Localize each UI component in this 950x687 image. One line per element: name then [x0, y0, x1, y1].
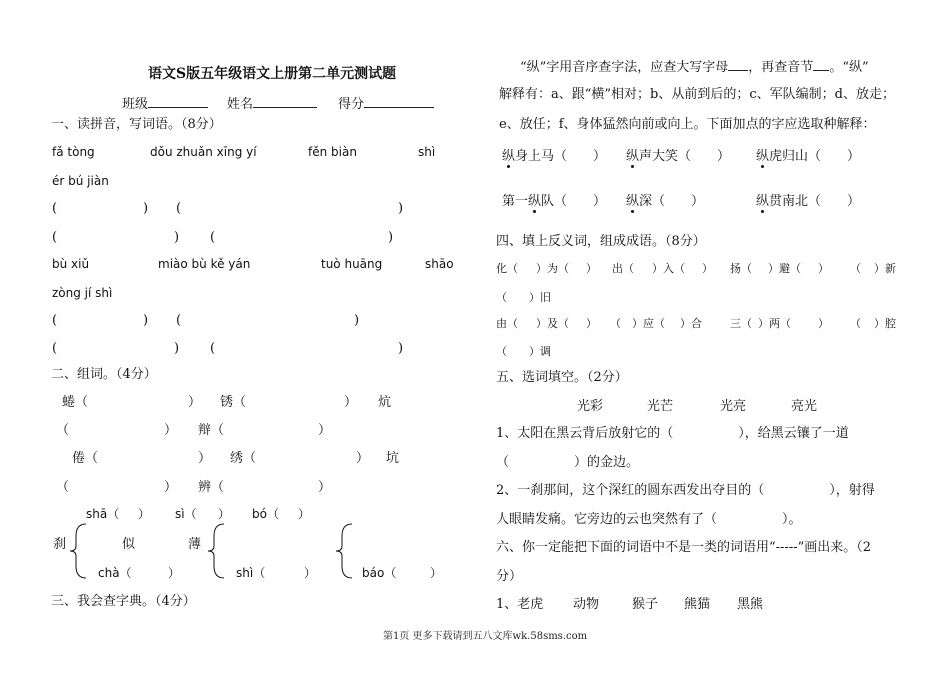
answer-blank[interactable]: )	[398, 341, 404, 356]
idiom-blank[interactable]: ）	[818, 262, 829, 275]
meaning-line: e、放任；f、身体猛然向前或向上。下面加点的字应选取种解释：	[499, 117, 876, 132]
pinyin: ér bú jiàn	[52, 174, 109, 188]
answer-blank[interactable]: (	[210, 341, 216, 356]
idiom-blank[interactable]: 出（	[612, 262, 634, 275]
word-blank[interactable]: ）	[198, 451, 212, 466]
idiom-blank[interactable]: （	[850, 262, 861, 275]
section1-heading: 一、读拼音，写词语。（8分）	[51, 117, 222, 132]
idiom-blank[interactable]: ）为（	[536, 262, 569, 275]
word-option: 光彩	[577, 399, 604, 414]
poly-char: 薄	[188, 537, 202, 552]
pinyin: bù xiǔ	[52, 257, 90, 271]
word-blank[interactable]: （	[56, 480, 70, 495]
poly-char: 刹	[53, 537, 67, 552]
pinyin-blank[interactable]: shā（	[86, 507, 120, 521]
pinyin-blank[interactable]: ）	[168, 566, 181, 580]
dictionary-question: “纵”字用音序查字法，应查大写字母 ，再查音节 。“纵”	[520, 60, 869, 75]
pinyin: shì	[418, 145, 436, 159]
answer-blank[interactable]: )	[174, 230, 180, 245]
word-option: 光亮	[720, 399, 747, 414]
idiom-blank[interactable]: ）避（	[768, 262, 801, 275]
pinyin: fǎ tòng	[52, 145, 95, 159]
pinyin-blank[interactable]: ）	[304, 566, 317, 580]
idiom-blank[interactable]: 化（	[496, 262, 518, 275]
meaning-item[interactable]: 纵贯南北（ ）	[756, 194, 861, 209]
idiom-blank[interactable]: ）及（	[536, 317, 569, 330]
answer-blank[interactable]: )	[388, 230, 394, 245]
meaning-item[interactable]: 第一纵队（ ）	[502, 194, 607, 209]
answer-blank[interactable]: (	[52, 341, 58, 356]
answer-blank[interactable]: (	[210, 230, 216, 245]
answer-blank[interactable]: )	[143, 201, 149, 216]
word-item[interactable]: 熊猫	[684, 597, 711, 612]
answer-blank[interactable]: (	[176, 313, 182, 328]
answer-blank[interactable]: )	[174, 341, 180, 356]
answer-blank[interactable]	[728, 58, 748, 71]
idiom-blank[interactable]: （	[850, 317, 861, 330]
word-blank[interactable]: ）	[356, 451, 370, 466]
pinyin-blank[interactable]: ）	[298, 507, 311, 521]
score-label: 得分	[338, 97, 365, 112]
word-blank[interactable]: ）	[164, 480, 178, 495]
word-blank[interactable]: 辩（	[198, 423, 225, 438]
pinyin: zòng jí shì	[52, 286, 113, 300]
brace-icon	[206, 522, 226, 580]
idiom-blank[interactable]: 由（	[496, 317, 518, 330]
idiom-blank[interactable]: （	[610, 317, 621, 330]
poly-char: 似	[122, 537, 136, 552]
word-blank[interactable]: ）	[188, 395, 202, 410]
page-title: 语文S版五年级语文上册第二单元测试题	[148, 66, 397, 82]
class-field[interactable]	[122, 95, 208, 111]
idiom-blank[interactable]: ）腔	[874, 317, 896, 330]
question-line[interactable]: 1、太阳在黑云背后放射它的（ ），给黑云镶了一道	[496, 426, 849, 441]
idiom-blank[interactable]: ）	[818, 317, 829, 330]
pinyin: tuò huāng	[321, 257, 383, 271]
pinyin-blank[interactable]: chà（	[98, 566, 132, 580]
idiom-blank[interactable]: ）	[586, 262, 597, 275]
section6-heading-cont: 分）	[496, 569, 523, 584]
word-blank[interactable]: 辨（	[198, 480, 225, 495]
pinyin-blank[interactable]: ）	[218, 507, 231, 521]
pinyin-blank[interactable]: sì（	[175, 507, 197, 521]
word-blank[interactable]: 绣（	[230, 451, 257, 466]
idiom-blank[interactable]: ）	[586, 317, 597, 330]
answer-blank[interactable]	[813, 58, 829, 71]
meaning-line: 解释有：a、跟“横”相对；b、从前到后的；c、军队编制；d、放走；	[499, 87, 895, 102]
word-blank[interactable]: 锈（	[220, 395, 247, 410]
word-blank[interactable]: （	[56, 423, 70, 438]
idiom-blank[interactable]: ）合	[680, 317, 702, 330]
answer-blank[interactable]: (	[176, 201, 182, 216]
answer-blank[interactable]: )	[143, 313, 149, 328]
pinyin: fěn biàn	[308, 145, 357, 159]
meaning-item[interactable]: 纵身上马（ ）	[502, 149, 607, 164]
word-char: 坑	[386, 451, 400, 466]
pinyin-blank[interactable]: ）	[430, 566, 443, 580]
word-option: 光芒	[647, 399, 674, 414]
pinyin-blank[interactable]: báo（	[362, 566, 397, 580]
page-footer: 第1页 更多下载请到五八文库wk.58sms.com	[383, 631, 588, 642]
pinyin-blank[interactable]: bó（	[252, 507, 279, 521]
word-blank[interactable]: 蜷（	[62, 395, 89, 410]
class-label: 班级	[122, 97, 149, 112]
section5-heading: 五、选词填空。（2分）	[496, 370, 628, 385]
question-line[interactable]: 2、一刹那间，这个深红的圆东西发出夺目的（ ），射得	[496, 483, 875, 498]
pinyin: shāo	[425, 257, 454, 271]
score-field[interactable]	[338, 95, 434, 111]
answer-blank[interactable]: )	[398, 201, 404, 216]
idiom-blank[interactable]: ）两（	[758, 317, 791, 330]
word-blank[interactable]: ）	[164, 423, 178, 438]
section3-heading: 三、我会查字典。（4分）	[51, 594, 196, 609]
idiom-blank[interactable]: 三（	[730, 317, 752, 330]
pinyin-blank[interactable]: shì（	[236, 566, 266, 580]
pinyin: miào bù kě yán	[158, 257, 251, 271]
section2-heading: 二、组词。（4分）	[51, 367, 157, 382]
idiom-blank[interactable]: ）应（	[632, 317, 665, 330]
answer-blank[interactable]: )	[354, 313, 360, 328]
word-item[interactable]: 猴子	[632, 597, 659, 612]
word-char: 炕	[378, 395, 392, 410]
idiom-blank[interactable]: （ ）旧	[496, 291, 551, 304]
answer-blank[interactable]: (	[52, 313, 58, 328]
word-blank[interactable]: 倦（	[72, 451, 99, 466]
idiom-blank[interactable]: （ ）调	[496, 345, 551, 358]
word-option: 亮光	[791, 399, 818, 414]
idiom-blank[interactable]: ）新	[874, 262, 896, 275]
brace-icon	[68, 522, 88, 580]
meaning-item[interactable]: 纵声大笑（ ）	[626, 149, 731, 164]
idiom-blank[interactable]: ）入（	[652, 262, 685, 275]
answer-blank[interactable]: (	[52, 201, 58, 216]
answer-blank[interactable]: (	[52, 230, 58, 245]
word-blank[interactable]: ）	[318, 480, 332, 495]
brace-icon	[334, 522, 354, 580]
name-field[interactable]	[227, 95, 317, 111]
word-item[interactable]: 黑熊	[737, 597, 764, 612]
meaning-item[interactable]: 纵虎归山（ ）	[756, 149, 861, 164]
word-item[interactable]: 1、老虎	[496, 597, 544, 612]
idiom-blank[interactable]: ）	[702, 262, 713, 275]
word-blank[interactable]: ）	[344, 395, 358, 410]
name-label: 姓名	[227, 97, 254, 112]
word-item[interactable]: 动物	[573, 597, 600, 612]
pinyin: dǒu zhuǎn xīng yí	[150, 145, 257, 159]
section6-heading: 六、你一定能把下面的词语中不是一类的词语用“-----”画出来。（2	[496, 540, 872, 555]
section4-heading: 四、填上反义词，组成成语。（8分）	[496, 234, 706, 249]
question-line[interactable]: 人眼睛发痛。它旁边的云也突然有了（ ）。	[496, 512, 802, 527]
word-blank[interactable]: ）	[318, 423, 332, 438]
pinyin-blank[interactable]: ）	[138, 507, 151, 521]
meaning-item[interactable]: 纵深（ ）	[626, 194, 705, 209]
question-line[interactable]: （ ）的金边。	[496, 455, 640, 470]
idiom-blank[interactable]: 扬（	[730, 262, 752, 275]
